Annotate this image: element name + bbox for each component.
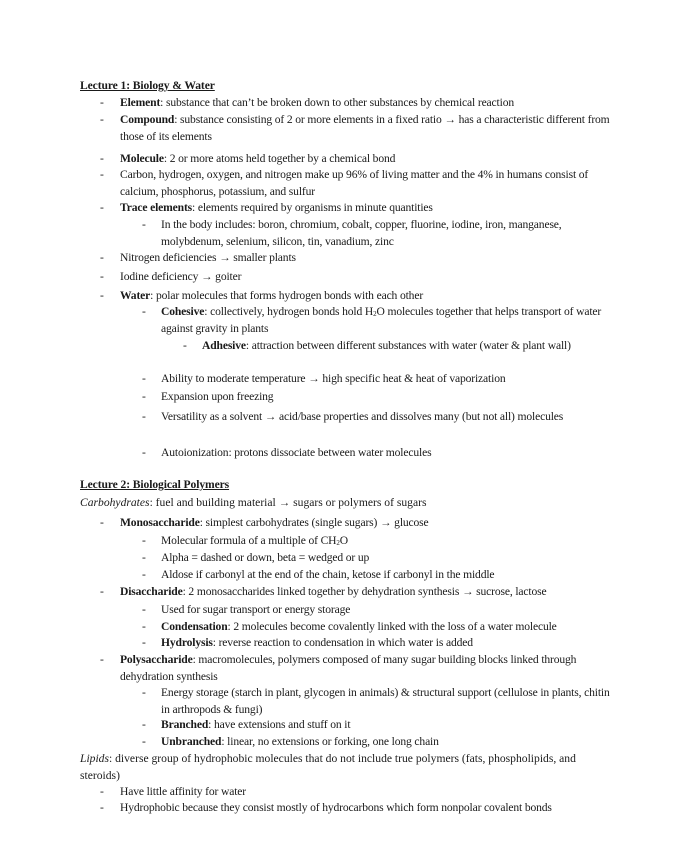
bullet-dash: - (100, 251, 104, 264)
list-item-element: Element: substance that can’t be broken down to other substances by chemical reaction (120, 96, 514, 109)
term-condensation: Condensation (161, 620, 228, 633)
list-item-molecule: Molecule: 2 or more atoms held together by a chemical bond (120, 152, 396, 165)
term-unbranched: Unbranched (161, 735, 222, 748)
bullet-dash: - (100, 270, 104, 283)
list-item-nitrogen: Nitrogen deficiencies → smaller plants (120, 251, 296, 264)
bullet-dash: - (100, 96, 104, 109)
list-item-adhesive: Adhesive: attraction between different substances with water (water & plant wall) (202, 339, 571, 352)
list-item-unbranched: Unbranched: linear, no extensions or forking, one long chain (161, 735, 439, 748)
term-branched: Branched (161, 718, 209, 731)
term-compound: Compound (120, 113, 175, 126)
bullet-dash: - (100, 585, 104, 598)
list-item-compound: Compound: substance consisting of 2 or more elements in a fixed ratio → has a characteristic different from those of its elements (120, 113, 610, 143)
list-item-iodine: Iodine deficiency → goiter (120, 270, 242, 283)
list-item-aldose-ketose: Aldose if carbonyl at the end of the chain, ketose if carbonyl in the middle (161, 568, 495, 581)
bullet-dash: - (100, 785, 104, 798)
term-lipids: Lipids (80, 752, 109, 765)
term-water: Water (120, 289, 151, 302)
bullet-dash: - (100, 152, 104, 165)
term-trace-elements: Trace elements (120, 201, 193, 214)
list-item-affinity: Have little affinity for water (120, 785, 246, 798)
list-item-autoionization: Autoionization: protons dissociate between water molecules (161, 446, 432, 459)
list-item-cohesive: Cohesive: collectively, hydrogen bonds hold $H_2O$ molecules together that helps transport of water against gravity in plants (161, 305, 602, 335)
list-item-sugar-transport: Used for sugar transport or energy storage (161, 603, 351, 616)
term-adhesive: Adhesive (202, 339, 246, 352)
list-item-expansion: Expansion upon freezing (161, 390, 274, 403)
list-item-trace-elements: Trace elements: elements required by organisms in minute quantities (120, 201, 433, 214)
bullet-dash: - (100, 516, 104, 529)
bullet-dash: - (142, 410, 146, 423)
bullet-dash: - (142, 603, 146, 616)
term-disaccharide: Disaccharide (120, 585, 183, 598)
bullet-dash: - (142, 372, 146, 385)
list-item-disaccharide: Disaccharide: 2 monosaccharides linked together by dehydration synthesis → sucrose, lactose (120, 585, 547, 598)
bullet-dash: - (142, 218, 146, 231)
lecture-1-heading: Lecture 1: Biology & Water (80, 79, 215, 92)
bullet-dash: - (142, 636, 146, 649)
bullet-dash: - (100, 653, 104, 666)
bullet-dash: - (183, 339, 187, 352)
list-item-energy-storage: Energy storage (starch in plant, glycogen in animals) & structural support (cellulose in plants, chitin in arthropods & fungi) (161, 686, 610, 716)
bullet-dash: - (142, 620, 146, 633)
list-item-condensation: Condensation: 2 molecules become covalently linked with the loss of a water molecule (161, 620, 557, 633)
list-item-hydrolysis: Hydrolysis: reverse reaction to condensation in which water is added (161, 636, 473, 649)
bullet-dash: - (142, 718, 146, 731)
bullet-dash: - (100, 168, 104, 181)
list-item-body-elements: In the body includes: boron, chromium, cobalt, copper, fluorine, iodine, iron, manganese, molybdenum, selenium, silicon, tin, vanadium, zinc (161, 218, 562, 248)
list-item-solvent: Versatility as a solvent → acid/base properties and dissolves many (but not all) molecules (161, 410, 564, 423)
bullet-dash: - (142, 568, 146, 581)
list-item-polysaccharide: Polysaccharide: macromolecules, polymers composed of many sugar building blocks linked through dehydration synthesis (120, 653, 577, 683)
bullet-dash: - (100, 801, 104, 814)
term-cohesive: Cohesive (161, 305, 205, 318)
list-item-alpha-beta: Alpha = dashed or down, beta = wedged or up (161, 551, 370, 564)
list-item-molecular-formula: Molecular formula of a multiple of $CH_2O$ (161, 534, 348, 547)
term-element: Element (120, 96, 161, 109)
bullet-dash: - (142, 551, 146, 564)
list-item-hydrophobic: Hydrophobic because they consist mostly of hydrocarbons which form nonpolar covalent bonds (120, 801, 552, 814)
list-item-branched: Branched: have extensions and stuff on it (161, 718, 351, 731)
term-hydrolysis: Hydrolysis (161, 636, 213, 649)
bullet-dash: - (100, 113, 104, 126)
lecture-2-heading: Lecture 2: Biological Polymers (80, 478, 230, 491)
list-item-water: Water: polar molecules that forms hydrogen bonds with each other (120, 289, 424, 302)
bullet-dash: - (142, 534, 146, 547)
list-item-living-matter: Carbon, hydrogen, oxygen, and nitrogen make up 96% of living matter and the 4% in humans consist of calcium, phosphorus, potassium, and sulfur (120, 168, 589, 198)
bullet-dash: - (142, 735, 146, 748)
term-polysaccharide: Polysaccharide (120, 653, 193, 666)
list-item-temperature: Ability to moderate temperature → high specific heat & heat of vaporization (161, 372, 506, 385)
bullet-dash: - (100, 289, 104, 302)
lipids-definition: Lipids: diverse group of hydrophobic molecules that do not include true polymers (fats, phospholipids, and steroids) (80, 752, 576, 782)
carbohydrates-definition: Carbohydrates: fuel and building material → sugars or polymers of sugars (80, 496, 427, 509)
bullet-dash: - (142, 446, 146, 459)
term-carbohydrates: Carbohydrates (80, 496, 150, 509)
term-monosaccharide: Monosaccharide (120, 516, 200, 529)
bullet-dash: - (142, 305, 146, 318)
bullet-dash: - (142, 390, 146, 403)
list-item-monosaccharide: Monosaccharide: simplest carbohydrates (single sugars) → glucose (120, 516, 429, 529)
bullet-dash: - (142, 686, 146, 699)
term-molecule: Molecule (120, 152, 164, 165)
bullet-dash: - (100, 201, 104, 214)
